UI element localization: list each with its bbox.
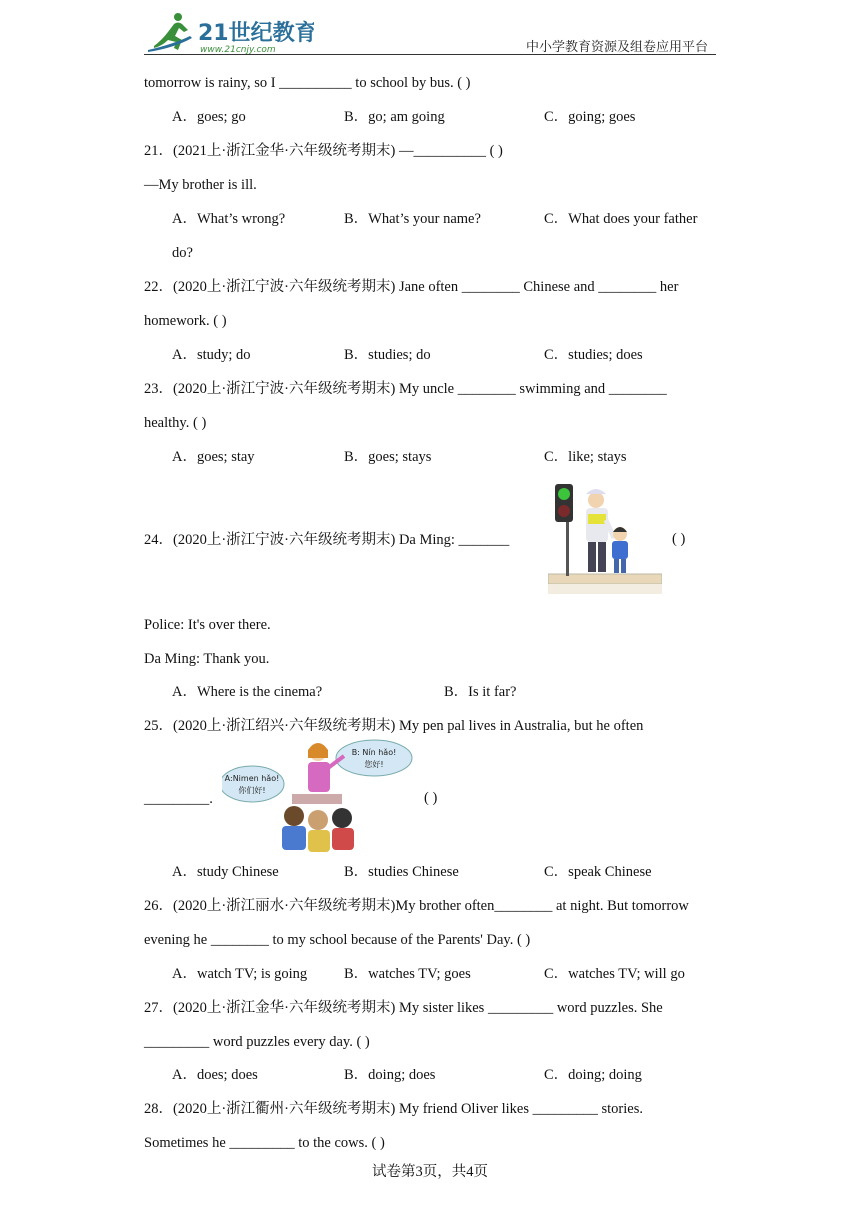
option-a: A．study Chinese: [172, 864, 279, 880]
svg-text:B: Nín hǎo!: B: Nín hǎo!: [351, 748, 397, 757]
logo: [144, 10, 314, 56]
classroom-picture: [222, 738, 418, 854]
question-27: 27．(2020上·浙江金华·六年级统考期末) My sister likes _________ word puzzles. She: [144, 1000, 663, 1016]
question-line: Police: It's over there.: [144, 617, 271, 633]
question-21: 21．(2021上·浙江金华·六年级统考期末) —__________ ( ): [144, 143, 503, 159]
question-line: —My brother is ill.: [144, 177, 257, 193]
svg-text:你们好!: 你们好!: [238, 786, 266, 795]
option-b: B．doing; does: [344, 1067, 436, 1083]
option-b: B．What’s your name?: [344, 211, 481, 227]
option-b: B．studies Chinese: [344, 864, 459, 880]
option-c: C．speak Chinese: [544, 864, 652, 880]
question-25: 25．(2020上·浙江绍兴·六年级统考期末) My pen pal lives in Australia, but he often: [144, 718, 644, 734]
question-28: 28．(2020上·浙江衢州·六年级统考期末) My friend Oliver likes _________ stories.: [144, 1101, 643, 1117]
question-line: homework. ( ): [144, 313, 227, 329]
question-line: tomorrow is rainy, so I __________ to school by bus. ( ): [144, 75, 471, 91]
answer-paren: ( ): [672, 531, 686, 547]
option-c: C．studies; does: [544, 347, 643, 363]
question-line: healthy. ( ): [144, 415, 207, 431]
option-a: A．goes; stay: [172, 449, 255, 465]
question-22: 22．(2020上·浙江宁波·六年级统考期末) Jane often ________ Chinese and ________ her: [144, 279, 679, 295]
option-b: B．goes; stays: [344, 449, 432, 465]
option-a: A．study; do: [172, 347, 251, 363]
option-a: A．What’s wrong?: [172, 211, 286, 227]
option-c: C．watches TV; will go: [544, 966, 685, 982]
svg-text:www.21cnjy.com: www.21cnjy.com: [200, 45, 276, 55]
option-c: C．What does your father: [544, 211, 698, 227]
traffic-police-picture: [548, 480, 662, 598]
header-rule: [144, 54, 716, 55]
question-24: 24．(2020上·浙江宁波·六年级统考期末) Da Ming: _______: [144, 532, 510, 548]
option-b: B．go; am going: [344, 109, 445, 125]
option-b: B．watches TV; goes: [344, 966, 471, 982]
svg-text:A:Nimen hǎo!: A:Nimen hǎo!: [224, 774, 280, 783]
option-a: A．goes; go: [172, 109, 246, 125]
question-23: 23．(2020上·浙江宁波·六年级统考期末) My uncle ________ swimming and ________: [144, 381, 667, 397]
option-c: C．going; goes: [544, 109, 636, 125]
option-b: B．studies; do: [344, 347, 431, 363]
question-line: Da Ming: Thank you.: [144, 651, 270, 667]
svg-text:21世纪教育: 21世纪教育: [198, 21, 314, 46]
question-line: Sometimes he _________ to the cows. ( ): [144, 1135, 385, 1151]
svg-text:您好!: 您好!: [364, 760, 384, 769]
option-a: A．does; does: [172, 1067, 258, 1083]
site-name: 中小学教育资源及组卷应用平台: [525, 40, 708, 55]
option-c: C．like; stays: [544, 449, 627, 465]
answer-paren: ( ): [424, 790, 438, 806]
question-line: _________ word puzzles every day. ( ): [144, 1034, 370, 1050]
option-c: C．doing; doing: [544, 1067, 642, 1083]
option-a: A．watch TV; is going: [172, 966, 308, 982]
option-a: A．Where is the cinema?: [172, 684, 323, 700]
page-footer: 试卷第3页，共4页: [372, 1164, 488, 1180]
question-line: evening he ________ to my school because of the Parents' Day. ( ): [144, 932, 531, 948]
question-26: 26．(2020上·浙江丽水·六年级统考期末)My brother often________ at night. But tomorrow: [144, 898, 689, 914]
option-c-continued: do?: [172, 245, 193, 261]
option-b: B．Is it far?: [444, 684, 517, 700]
question-line: _________.: [144, 791, 213, 807]
